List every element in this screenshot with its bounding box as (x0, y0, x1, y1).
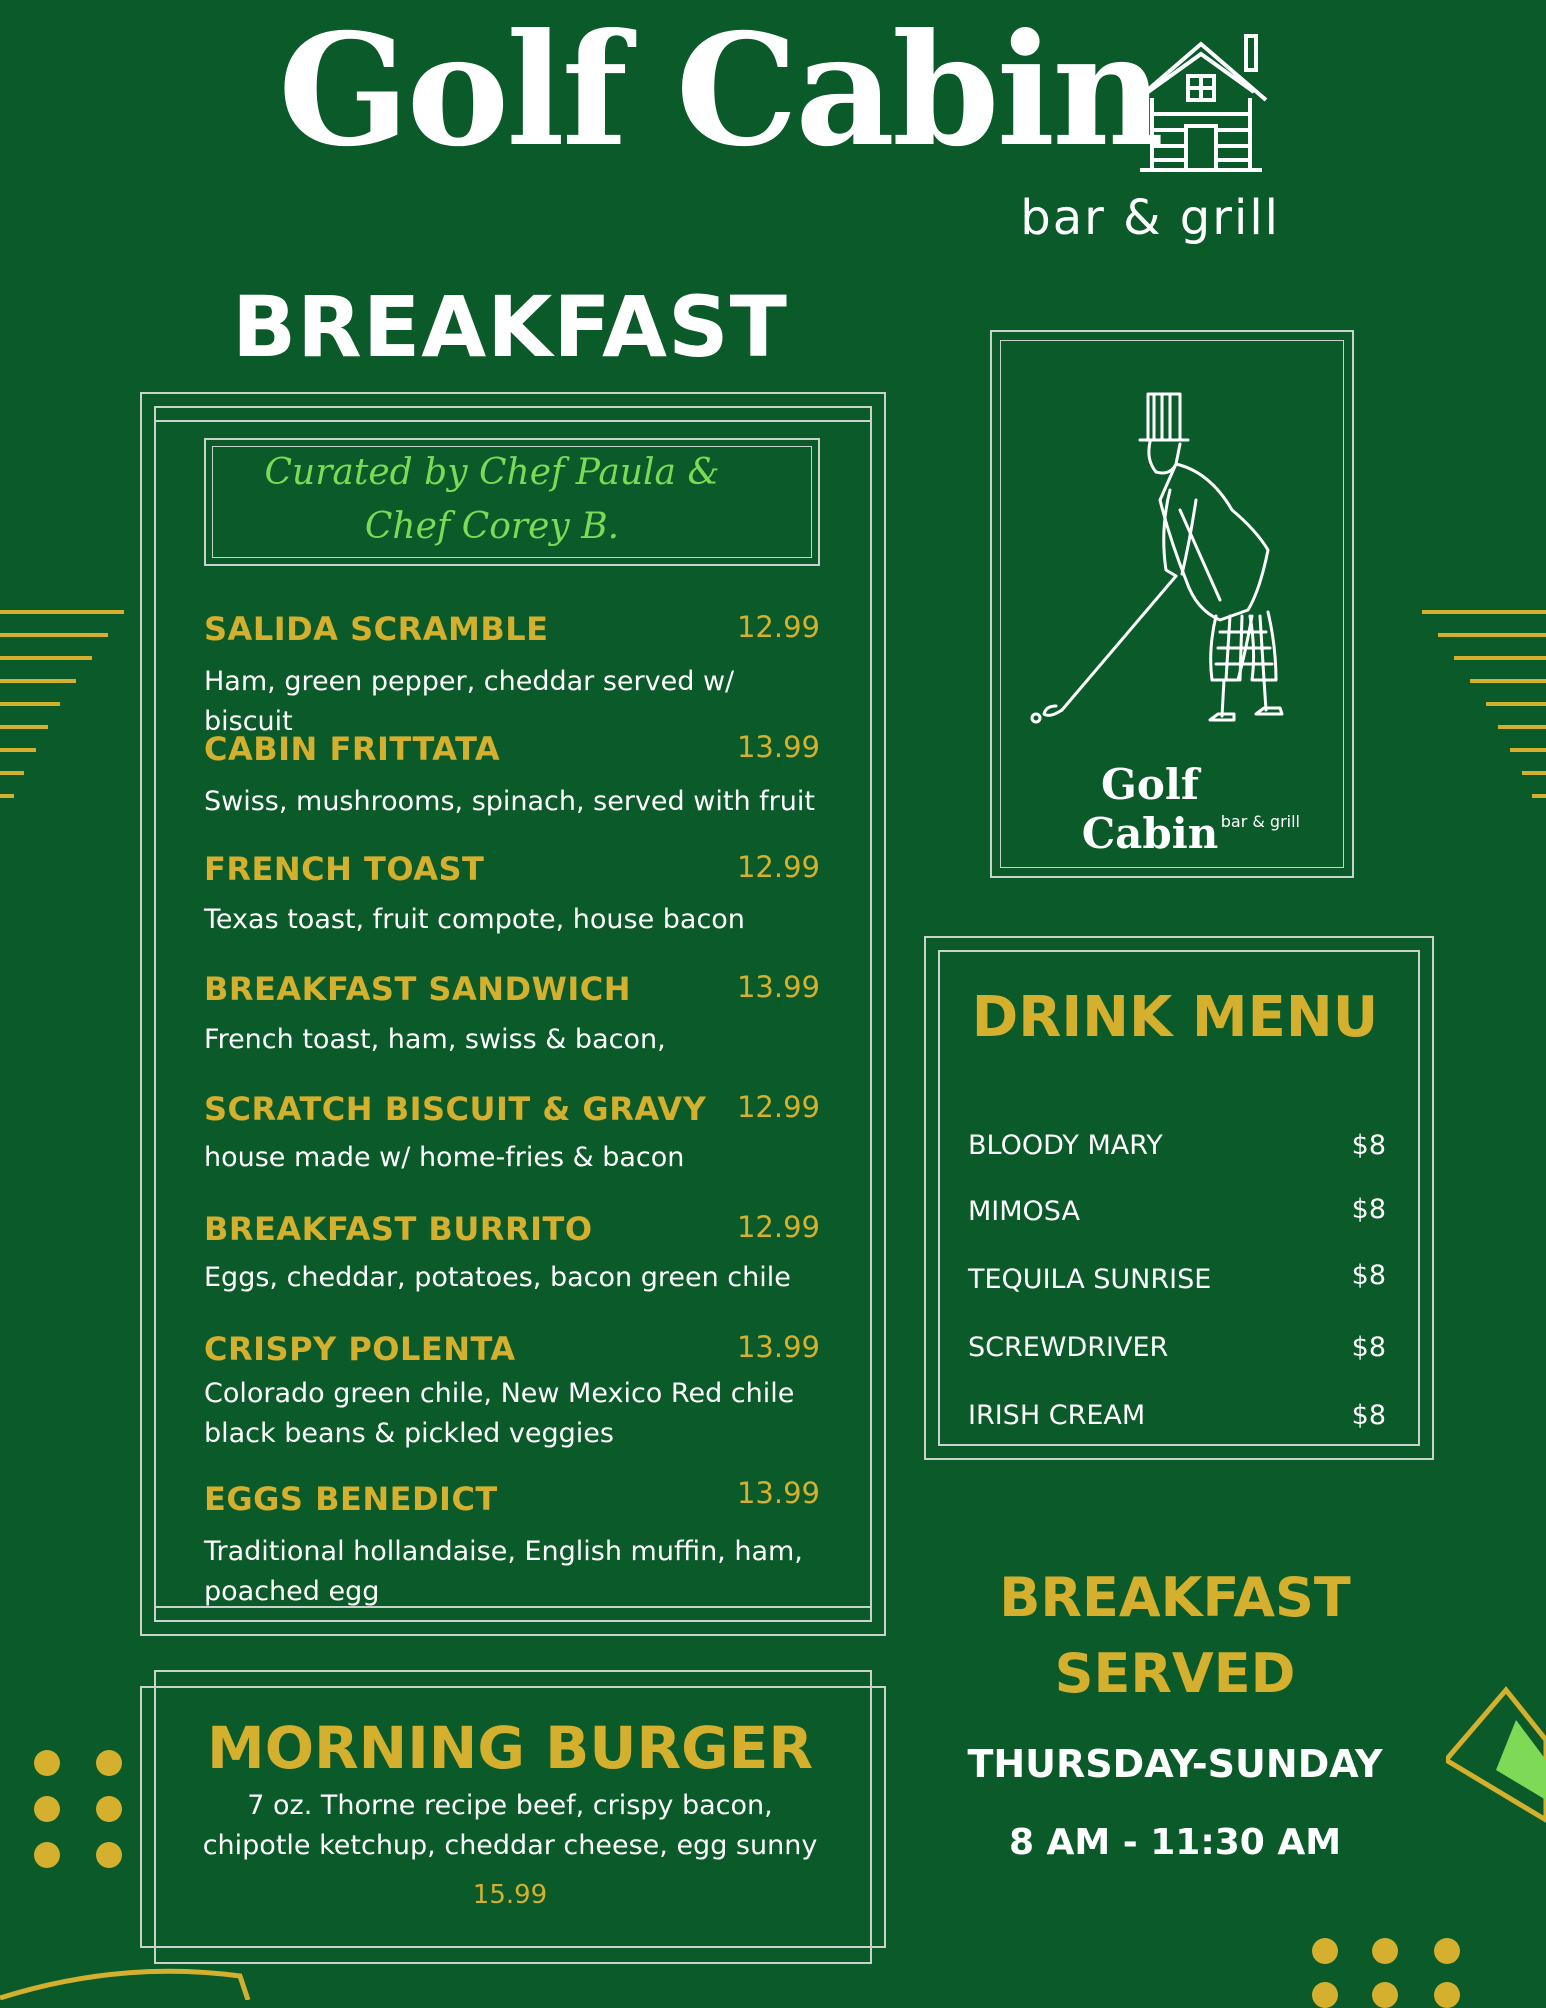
dot (34, 1796, 60, 1822)
item-description: Traditional hollandaise, English muffin, ham, (204, 1536, 803, 1567)
illustration-tagline: bar & grill (1220, 812, 1300, 831)
drink-name: IRISH CREAM (968, 1400, 1146, 1431)
log-cabin-icon (1130, 30, 1272, 178)
drink-name: TEQUILA SUNRISE (968, 1264, 1212, 1295)
dot (96, 1842, 122, 1868)
item-price: 12.99 (736, 850, 820, 884)
item-price: 13.99 (736, 1476, 820, 1510)
item-description: Eggs, cheddar, potatoes, bacon green chile (204, 1262, 791, 1293)
item-name: BREAKFAST SANDWICH (204, 970, 632, 1008)
brand-title: Golf Cabin (278, 0, 1162, 181)
decorative-lines-right (1416, 600, 1546, 820)
golfer-illustration (1020, 380, 1320, 740)
decorative-corner-right (1446, 1680, 1546, 1880)
drink-price: $8 (1351, 1194, 1386, 1225)
item-price: 13.99 (736, 1330, 820, 1364)
drink-price: $8 (1351, 1130, 1386, 1161)
item-price: 13.99 (736, 730, 820, 764)
item-description: Colorado green chile, New Mexico Red chile (204, 1378, 795, 1409)
item-name: CRISPY POLENTA (204, 1330, 516, 1368)
decorative-lines-left (0, 600, 130, 820)
served-days: THURSDAY-SUNDAY (967, 1742, 1383, 1786)
dot (1434, 1938, 1460, 1964)
burger-description-line2: chipotle ketchup, cheddar cheese, egg sunny (202, 1830, 818, 1861)
item-description: French toast, ham, swiss & bacon, (204, 1024, 666, 1055)
item-name: SALIDA SCRAMBLE (204, 610, 549, 648)
dot (1312, 1938, 1338, 1964)
dot (1312, 1982, 1338, 2008)
item-name: FRENCH TOAST (204, 850, 485, 888)
item-price: 13.99 (736, 970, 820, 1004)
dot (96, 1750, 122, 1776)
dot (96, 1796, 122, 1822)
burger-description (160, 1786, 860, 1866)
drink-name: BLOODY MARY (968, 1130, 1163, 1161)
brand-tagline: bar & grill (1020, 190, 1280, 246)
chef-note (212, 446, 772, 554)
item-description: Ham, green pepper, cheddar served w/ biscuit (204, 666, 735, 737)
item-name: SCRATCH BISCUIT & GRAVY (204, 1090, 707, 1128)
item-description-line2: poached egg (204, 1576, 380, 1607)
drink-name: MIMOSA (968, 1196, 1080, 1227)
item-description: house made w/ home-fries & bacon (204, 1142, 685, 1173)
illustration-brand: Golf Cabin (1081, 760, 1219, 858)
item-description: Texas toast, fruit compote, house bacon (204, 904, 745, 935)
served-hours: 8 AM - 11:30 AM (1008, 1822, 1342, 1863)
burger-title: MORNING BURGER (207, 1714, 813, 1782)
served-title-line2: SERVED (1054, 1642, 1296, 1705)
section-title: BREAKFAST (232, 278, 788, 376)
decorative-corner-left (0, 1950, 260, 2000)
burger-description-line1: 7 oz. Thorne recipe beef, crispy bacon, (247, 1790, 773, 1821)
served-title (960, 1560, 1390, 1712)
item-price: 12.99 (736, 1210, 820, 1244)
item-description: Swiss, mushrooms, spinach, served with fruit (204, 786, 815, 817)
dot (1372, 1938, 1398, 1964)
item-name: BREAKFAST BURRITO (204, 1210, 593, 1248)
drink-name: SCREWDRIVER (968, 1332, 1169, 1363)
burger-price: 15.99 (472, 1880, 548, 1910)
dot (1434, 1982, 1460, 2008)
item-description-line2: black beans & pickled veggies (204, 1418, 614, 1449)
chef-note-line2: Chef Corey B. (364, 506, 620, 547)
drink-price: $8 (1351, 1260, 1386, 1291)
served-title-line1: BREAKFAST (999, 1566, 1351, 1629)
drink-price: $8 (1351, 1400, 1386, 1431)
dot (34, 1750, 60, 1776)
drink-price: $8 (1351, 1332, 1386, 1363)
item-name: CABIN FRITTATA (204, 730, 501, 768)
dot (34, 1842, 60, 1868)
item-name: EGGS BENEDICT (204, 1480, 498, 1518)
item-price: 12.99 (736, 1090, 820, 1124)
item-price: 12.99 (736, 610, 820, 644)
dot (1372, 1982, 1398, 2008)
chef-note-line1: Curated by Chef Paula & (264, 452, 720, 493)
drink-menu-title: DRINK MENU (971, 985, 1379, 1050)
